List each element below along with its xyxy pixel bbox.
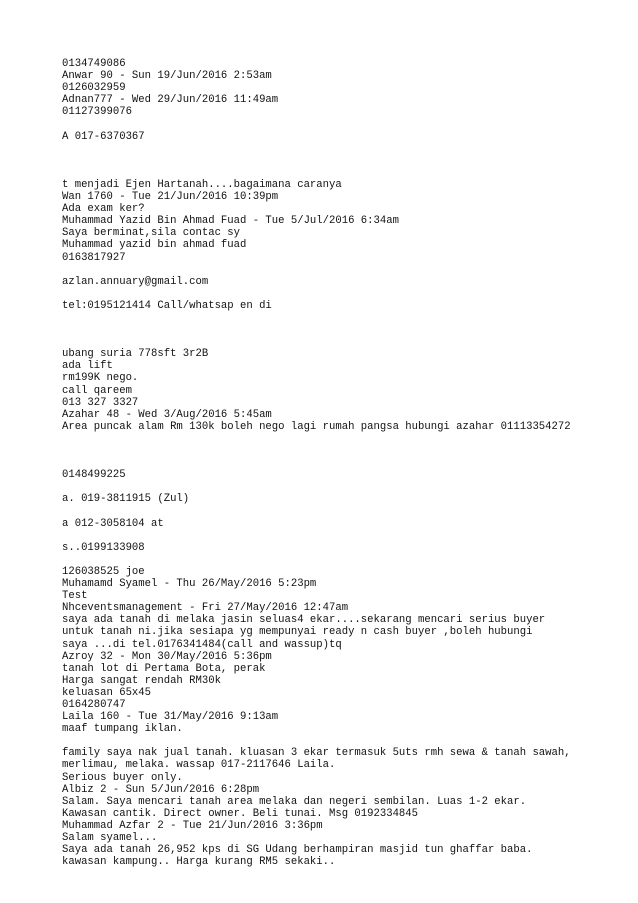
text-line: Salam. Saya mencari tanah area melaka dan negeri sembilan. Luas 1-2 ekar.	[62, 795, 527, 808]
text-line: Muhammad yazid bin ahmad fuad	[62, 239, 247, 252]
blank-line	[62, 735, 622, 747]
text-line: Azroy 32 - Mon 30/May/2016 5:36pm	[62, 650, 272, 663]
document-page	[62, 58, 622, 868]
text-line: tel:0195121414 Call/whatsap en di	[62, 299, 272, 312]
blank-line	[62, 143, 622, 155]
text-line: ada lift	[62, 360, 113, 373]
text-line: Kawasan cantik. Direct owner. Beli tunai. Msg 0192334845	[62, 807, 419, 820]
text-line: merlimau, melaka. wassap 017-2117646 Laila.	[62, 759, 336, 772]
text-line: Muhammad Azfar 2 - Tue 21/Jun/2016 3:36pm	[62, 819, 323, 832]
text-line: Wan 1760 - Tue 21/Jun/2016 10:39pm	[62, 191, 279, 204]
blank-line	[62, 324, 622, 336]
text-line: 0164280747	[62, 698, 126, 711]
text-line: Adnan777 - Wed 29/Jun/2016 11:49am	[62, 94, 279, 107]
text-line: a 012-3058104 at	[62, 517, 164, 530]
text-line: Ada exam ker?	[62, 203, 145, 216]
text-line: Serious buyer only.	[62, 771, 183, 784]
email-text: azlan.annuary@gmail.com	[62, 275, 209, 288]
text-line: Saya berminat,sila contac sy	[62, 227, 241, 240]
text-line: a. 019-3811915 (Zul)	[62, 493, 190, 506]
text-line: 126038525 joe	[62, 565, 145, 578]
blank-line	[62, 264, 622, 276]
blank-line	[62, 336, 622, 348]
text-line: s..0199133908	[62, 541, 145, 554]
text-line: 0134749086	[62, 58, 126, 70]
text-line: family saya nak jual tanah. kluasan 3 ekar termasuk 5uts rmh sewa & tanah sawah,	[62, 747, 571, 760]
text-line: saya ...di tel.0176341484(call and wassup)tq	[62, 638, 342, 651]
text-line: Azahar 48 - Wed 3/Aug/2016 5:45am	[62, 408, 272, 421]
blank-line	[62, 445, 622, 457]
blank-line	[62, 554, 622, 566]
text-line: rm199K nego.	[62, 372, 139, 385]
text-line: Muhammad Yazid Bin Ahmad Fuad - Tue 5/Jul/2016 6:34am	[62, 215, 399, 228]
text-line: kawasan kampung.. Harga kurang RM5 sekaki..	[62, 856, 336, 869]
text-line: Saya ada tanah 26,952 kps di SG Udang berhampiran masjid tun ghaffar baba.	[62, 844, 533, 857]
text-line: untuk tanah ni.jika sesiapa yg mempunyai ready n cash buyer ,boleh hubungi	[62, 626, 533, 639]
blank-line	[62, 505, 622, 517]
text-line: Nhceventsmanagement - Fri 27/May/2016 12:47am	[62, 602, 349, 615]
blank-line	[62, 288, 622, 300]
text-line: Muhamamd Syamel - Thu 26/May/2016 5:23pm	[62, 578, 317, 591]
blank-line	[62, 118, 622, 130]
text-line: Harga sangat rendah RM30k	[62, 674, 221, 687]
text-line: ubang suria 778sft 3r2B	[62, 348, 209, 361]
text-line: 0148499225	[62, 469, 126, 482]
text-line: Laila 160 - Tue 31/May/2016 9:13am	[62, 711, 279, 724]
text-line: Albiz 2 - Sun 5/Jun/2016 6:28pm	[62, 783, 260, 796]
text-line: maaf tumpang iklan.	[62, 723, 183, 736]
blank-line	[62, 481, 622, 493]
text-line: Anwar 90 - Sun 19/Jun/2016 2:53am	[62, 70, 272, 83]
text-line: tanah lot di Pertama Bota, perak	[62, 662, 266, 675]
text-line: A 017-6370367	[62, 130, 145, 143]
text-line: 0126032959	[62, 82, 126, 95]
text-line: Test	[62, 590, 88, 603]
blank-line	[62, 433, 622, 445]
blank-line	[62, 312, 622, 324]
text-line: keluasan 65x45	[62, 686, 152, 699]
text-line: Salam syamel...	[62, 832, 158, 844]
text-line: 01127399076	[62, 106, 132, 119]
text-line: call qareem	[62, 384, 132, 397]
text-line: t menjadi Ejen Hartanah....bagaimana caranya	[62, 178, 342, 191]
text-line: saya ada tanah di melaka jasin seluas4 ekar....sekarang mencari serius buyer	[62, 614, 546, 627]
text-line: Area puncak alam Rm 130k boleh nego lagi rumah pangsa hubungi azahar 01113354272	[62, 420, 571, 433]
blank-line	[62, 155, 622, 167]
blank-line	[62, 530, 622, 542]
blank-line	[62, 457, 622, 469]
blank-line	[62, 167, 622, 179]
text-line: 0163817927	[62, 251, 126, 264]
text-line: 013 327 3327	[62, 396, 139, 409]
